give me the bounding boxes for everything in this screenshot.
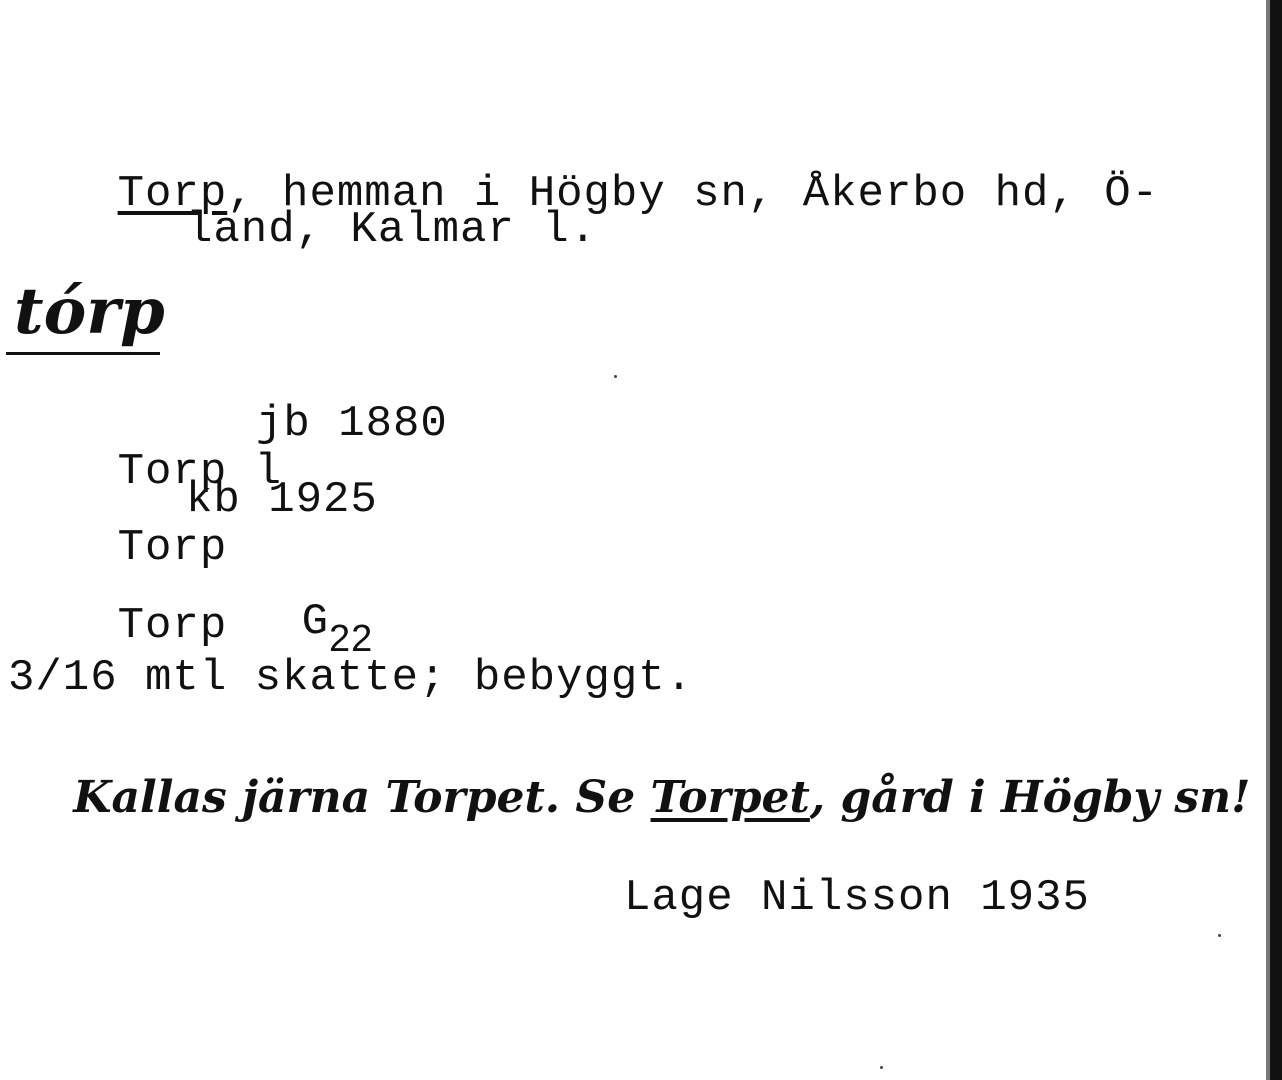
scan-edge	[1270, 0, 1282, 1080]
handwritten-crossref: Torpet	[650, 772, 810, 823]
signature: Lage Nilsson 1935	[624, 873, 1090, 923]
handwritten-text-end: , gård i Högby sn!	[809, 772, 1251, 823]
holding-note: 3/16 mtl skatte; bebyggt.	[8, 653, 694, 703]
speck	[880, 1066, 883, 1069]
record-source-2: kb 1925	[186, 475, 378, 525]
handwritten-text: Kallas järna Torpet. Se	[73, 772, 651, 823]
header-line-2: land, Kalmar l.	[186, 205, 598, 255]
record-name: Torp	[117, 601, 228, 651]
source-subscript: 22	[329, 618, 374, 660]
pronunciation: tórp	[14, 274, 165, 349]
record-name: Torp	[117, 523, 228, 573]
header-description: , hemman i Högby sn, Åkerbo hd, Ö-	[227, 169, 1159, 219]
handwritten-note	[12, 732, 1250, 864]
speck	[1218, 934, 1221, 937]
record-name: Torp l	[117, 447, 283, 497]
speck	[614, 375, 617, 378]
headword: Torp	[117, 169, 228, 219]
source-letter: G	[301, 597, 330, 647]
record-source-1: jb 1880	[256, 399, 448, 449]
pronunciation-underline	[6, 352, 160, 355]
